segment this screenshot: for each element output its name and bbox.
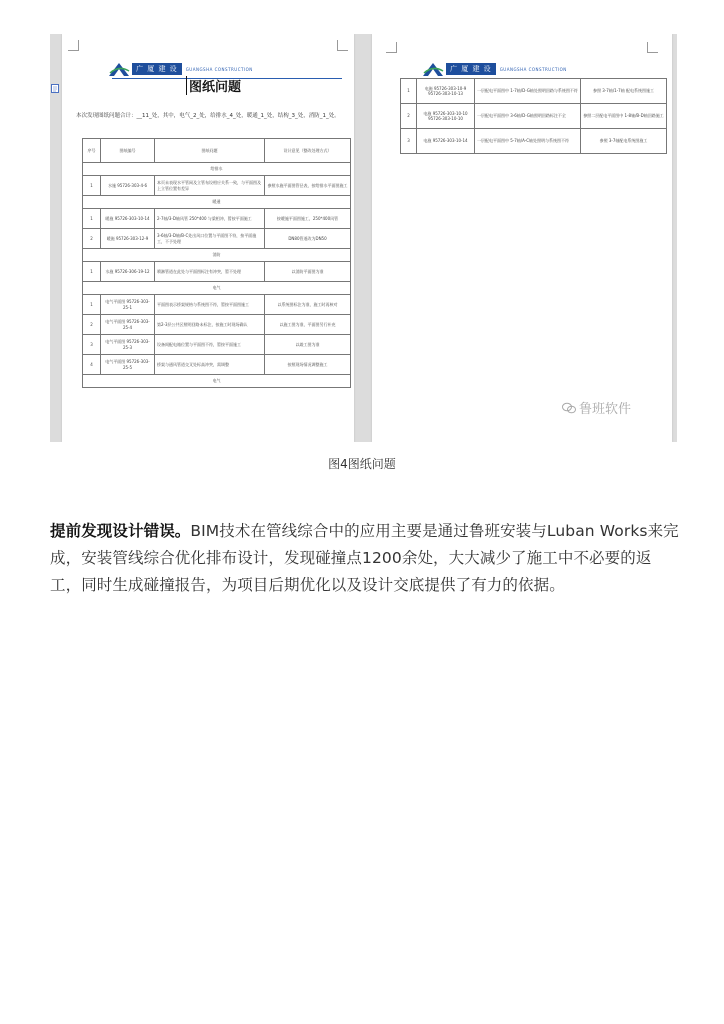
section-label: 消防 [83, 249, 351, 262]
logo-mark-icon [422, 61, 444, 77]
logo-mark-icon [108, 61, 130, 77]
cell-drawing-no: 电气平面图 95726-303-25-1 [101, 295, 155, 315]
body-paragraph [50, 518, 682, 599]
page-corner-mark [647, 42, 658, 53]
table-section-row [83, 282, 351, 295]
figure-caption: 图4图纸问题 [328, 457, 396, 471]
logo-chinese-name: 广 厦 建 设 [446, 63, 496, 75]
table-header-issue: 图纸问题 [155, 139, 265, 163]
cell-drawing-no: 水施 95726-303-4-6 [101, 176, 155, 196]
document-intro: 本次发现图纸问题合计：__11_处，其中，电气_2_处，给排水_4_处，暖通_1_处，结构_3_处，消防_1_处。 [76, 113, 340, 119]
cell-drawing-no: 电施 95726-303-10-14 [417, 129, 475, 154]
cell-issue: 本页未表现水平管网及立管布设相应关系一致，与平面图及上立管位置有差异 [155, 176, 265, 196]
table-section-row [83, 163, 351, 176]
table-row [83, 355, 351, 375]
logo-english-name: GUANGSHA CONSTRUCTION [185, 66, 253, 72]
table-header-index: 序号 [83, 139, 101, 163]
cell-drawing-no: 暖施 95726-303-12-9 [101, 229, 155, 249]
cell-drawing-no: 水施 95726-306-19-12 [101, 262, 155, 282]
cell-index: 4 [83, 355, 101, 375]
table-row [83, 176, 351, 196]
table-section-row [83, 375, 351, 388]
cell-index: 1 [83, 209, 101, 229]
cell-opinion: 以竣工图为准 [265, 335, 351, 355]
cell-drawing-no: 暖施 95726-303-10-14 [101, 209, 155, 229]
cell-opinion: 以消防平面图为准 [265, 262, 351, 282]
table-row [83, 262, 351, 282]
cell-opinion: 参照水施平面图管径表，按给排水平面图施工 [265, 176, 351, 196]
section-label: 暖通 [83, 196, 351, 209]
section-label: 给排水 [83, 163, 351, 176]
cell-issue: 设备间配电箱位置与平面图不符，暂按平面施工 [155, 335, 265, 355]
document-title: 图纸问题 [186, 76, 241, 95]
table-section-row [83, 196, 351, 209]
table-row [83, 229, 351, 249]
cell-issue: 一层配电平面图中 1-7轴/D-G轴处照明回路与系统图不符 [475, 79, 581, 104]
cell-issue: 平面图表示桥架规格与系统图不符，暂按平面图施工 [155, 295, 265, 315]
cell-issue: 2-7轴/3-D轴风管 250*400 与梁相冲，暂按平面施工 [155, 209, 265, 229]
wechat-icon [562, 402, 576, 414]
word-doc-icon [51, 78, 60, 97]
table-row [83, 209, 351, 229]
cell-issue: 一层配电平面图中 5-7轴/A-C轴处照明与系统图不符 [475, 129, 581, 154]
cell-issue: 喷淋管道在此处与平面图标注有冲突，暂不处理 [155, 262, 265, 282]
cell-index: 2 [83, 315, 101, 335]
cell-opinion: 按暖施平面图施工，250*400风管 [265, 209, 351, 229]
document-page-right [372, 34, 672, 442]
page-corner-mark [337, 40, 348, 51]
cell-opinion: 参照 3-7轴/1-7轴 配电系统图施工 [581, 79, 667, 104]
table-header-drawing-no: 图纸编号 [101, 139, 155, 163]
document-screenshot [50, 34, 677, 442]
cell-issue: 第2-3层公共区照明回路未标注，按施工时现场确认 [155, 315, 265, 335]
table-row [83, 335, 351, 355]
cell-drawing-no: 电气平面图 95726-303-25-3 [101, 335, 155, 355]
cell-index: 1 [401, 79, 417, 104]
section-label: 电气 [83, 375, 351, 388]
cell-index: 2 [83, 229, 101, 249]
section-label: 电气 [83, 282, 351, 295]
table-header-opinion: 设计意见（整改处理方式） [265, 139, 351, 163]
cell-opinion: 参照二层配电平面图中 1-8轴/B-D轴回路施工 [581, 104, 667, 129]
logo-chinese-name: 广 厦 建 设 [132, 63, 182, 75]
cell-drawing-no: 电施 95726-303-10-9 95726-303-10-13 [417, 79, 475, 104]
table-row [83, 295, 351, 315]
issues-table-continued [400, 78, 667, 154]
document-page-left [62, 34, 354, 442]
cell-issue: 桥架与通风管道交叉处标高冲突，需调整 [155, 355, 265, 375]
table-row [401, 79, 667, 104]
cell-issue: 3-6轴/3-D轴/B-C处出风口位置与平面图不符，按平面施工，不予处理 [155, 229, 265, 249]
cell-opinion: 参照 3-7轴配电系统图施工 [581, 129, 667, 154]
cell-index: 3 [401, 129, 417, 154]
cell-index: 1 [83, 262, 101, 282]
watermark-text: 鲁班软件 [579, 402, 632, 417]
table-section-row [83, 249, 351, 262]
cell-opinion: 按照现场情况调整施工 [265, 355, 351, 375]
company-logo [422, 58, 567, 80]
cell-index: 1 [83, 176, 101, 196]
paragraph-body: BIM技术在管线综合中的应用主要是通过鲁班安装与Luban Works来完成，安装管线综合优化排布设计，发现碰撞点1200余处，大大减少了施工中不必要的返工，同时生成碰撞报告，为项目后期优化以及设计交底提供了有力的依据。 [50, 521, 679, 594]
cell-index: 2 [401, 104, 417, 129]
paragraph-lead: 提前发现设计错误。 [50, 521, 191, 540]
cell-drawing-no: 电施 95726-303-10-10 95726-303-10-10 [417, 104, 475, 129]
issues-table [82, 138, 351, 388]
table-row [401, 129, 667, 154]
cell-opinion: 以系统图标注为准，施工时再核对 [265, 295, 351, 315]
page-corner-mark [68, 40, 79, 51]
cell-drawing-no: 电气平面图 95726-303-25-4 [101, 315, 155, 335]
table-row [83, 315, 351, 335]
cell-index: 1 [83, 295, 101, 315]
logo-english-name: GUANGSHA CONSTRUCTION [499, 66, 567, 72]
watermark [562, 398, 631, 417]
cell-opinion: DN80管道改为DN50 [265, 229, 351, 249]
cell-opinion: 以施工图为准，平面图另行补充 [265, 315, 351, 335]
cell-drawing-no: 电气平面图 95726-303-25-5 [101, 355, 155, 375]
table-row [401, 104, 667, 129]
page-corner-mark [386, 42, 397, 53]
cell-index: 3 [83, 335, 101, 355]
cell-issue: 一层配电平面图中 3-6轴/D-G轴照明回路标注不全 [475, 104, 581, 129]
